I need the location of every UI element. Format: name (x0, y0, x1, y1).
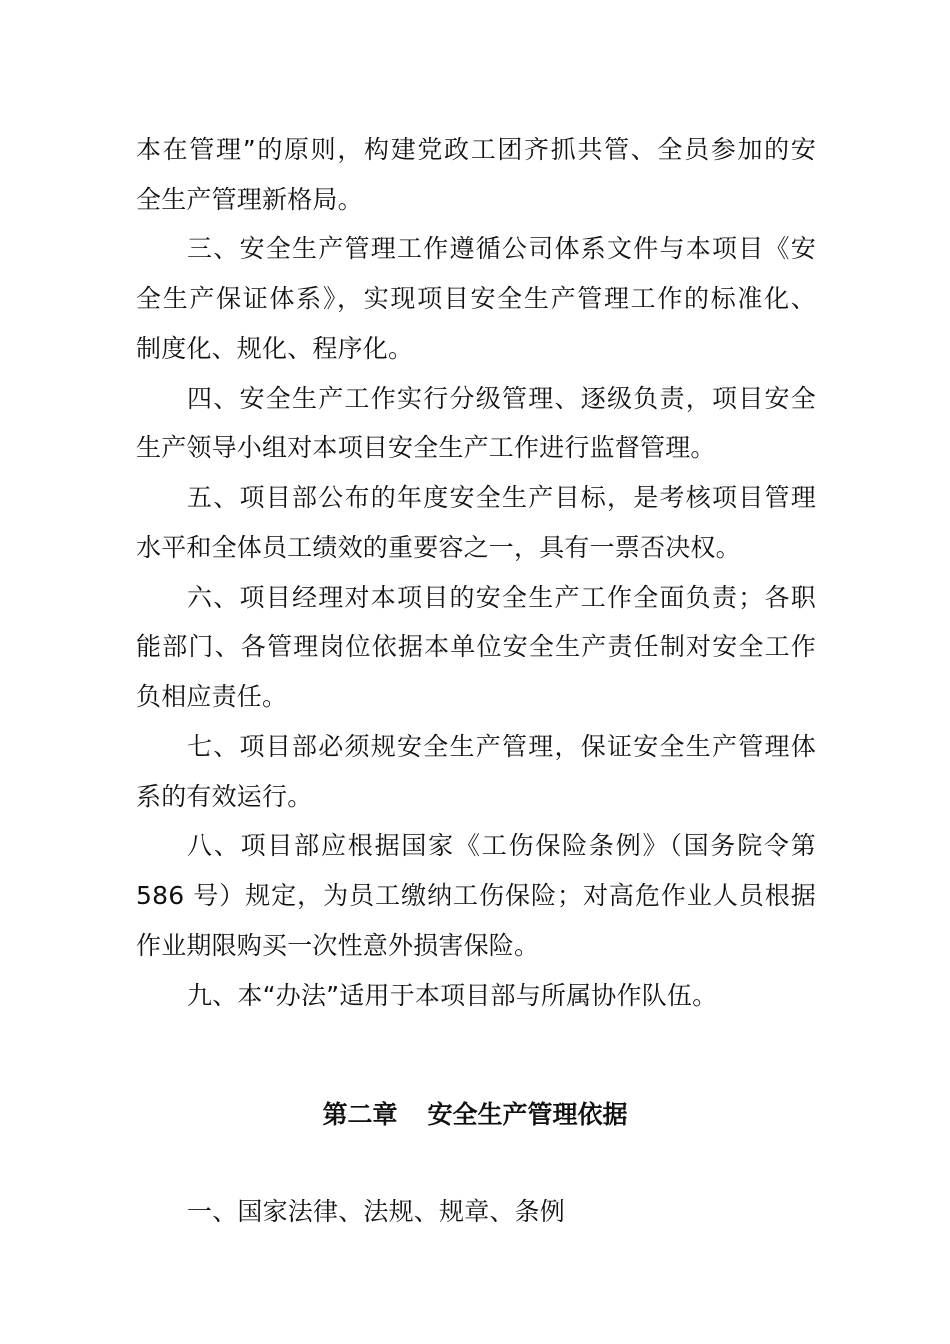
paragraph-line: 五、项目部公布的年度安全生产目标，是考核项目管理 (187, 483, 816, 512)
paragraph-line: 生产领导小组对本项目安全生产工作进行监督管理。 (136, 433, 716, 462)
paragraph-line: 系的有效运行。 (136, 782, 313, 811)
chapter-number: 第二章 (322, 1100, 398, 1129)
paragraph-line: 586 号）规定，为员工缴纳工伤保险；对高危作业人员根据 (136, 881, 816, 910)
paragraph-line: 六、项目经理对本项目的安全生产工作全面负责；各职 (187, 583, 816, 612)
paragraph-line: 负相应责任。 (136, 682, 288, 711)
paragraph-line: 四、安全生产工作实行分级管理、逐级负责，项目安全 (187, 384, 816, 413)
paragraph-line: 八、项目部应根据国家《工伤保险条例》（国务院令第 (187, 831, 816, 860)
paragraph-line: 作业期限购买一次性意外损害保险。 (136, 931, 540, 960)
paragraph-line: 制度化、规化、程序化。 (136, 334, 414, 363)
paragraph-line: 本在管理”的原则，构建党政工团齐抓共管、全员参加的安 (136, 135, 816, 164)
paragraph-line: 能部门、各管理岗位依据本单位安全生产责任制对安全工作 (136, 632, 816, 661)
chapter-heading (0, 1098, 950, 1132)
paragraph-line: 九、本“办法”适用于本项目部与所属协作队伍。 (187, 981, 718, 1010)
paragraph-line: 七、项目部必须规安全生产管理，保证安全生产管理体 (187, 732, 816, 761)
paragraph-line: 全生产保证体系》，实现项目安全生产管理工作的标准化、 (136, 284, 816, 313)
paragraph-line: 水平和全体员工绩效的重要容之一，具有一票否决权。 (136, 533, 741, 562)
paragraph-line: 全生产管理新格局。 (136, 185, 363, 214)
paragraph-line: 三、安全生产管理工作遵循公司体系文件与本项目《安 (187, 234, 816, 263)
section-line: 一、国家法律、法规、规章、条例 (187, 1197, 566, 1226)
chapter-title: 安全生产管理依据 (427, 1100, 628, 1129)
